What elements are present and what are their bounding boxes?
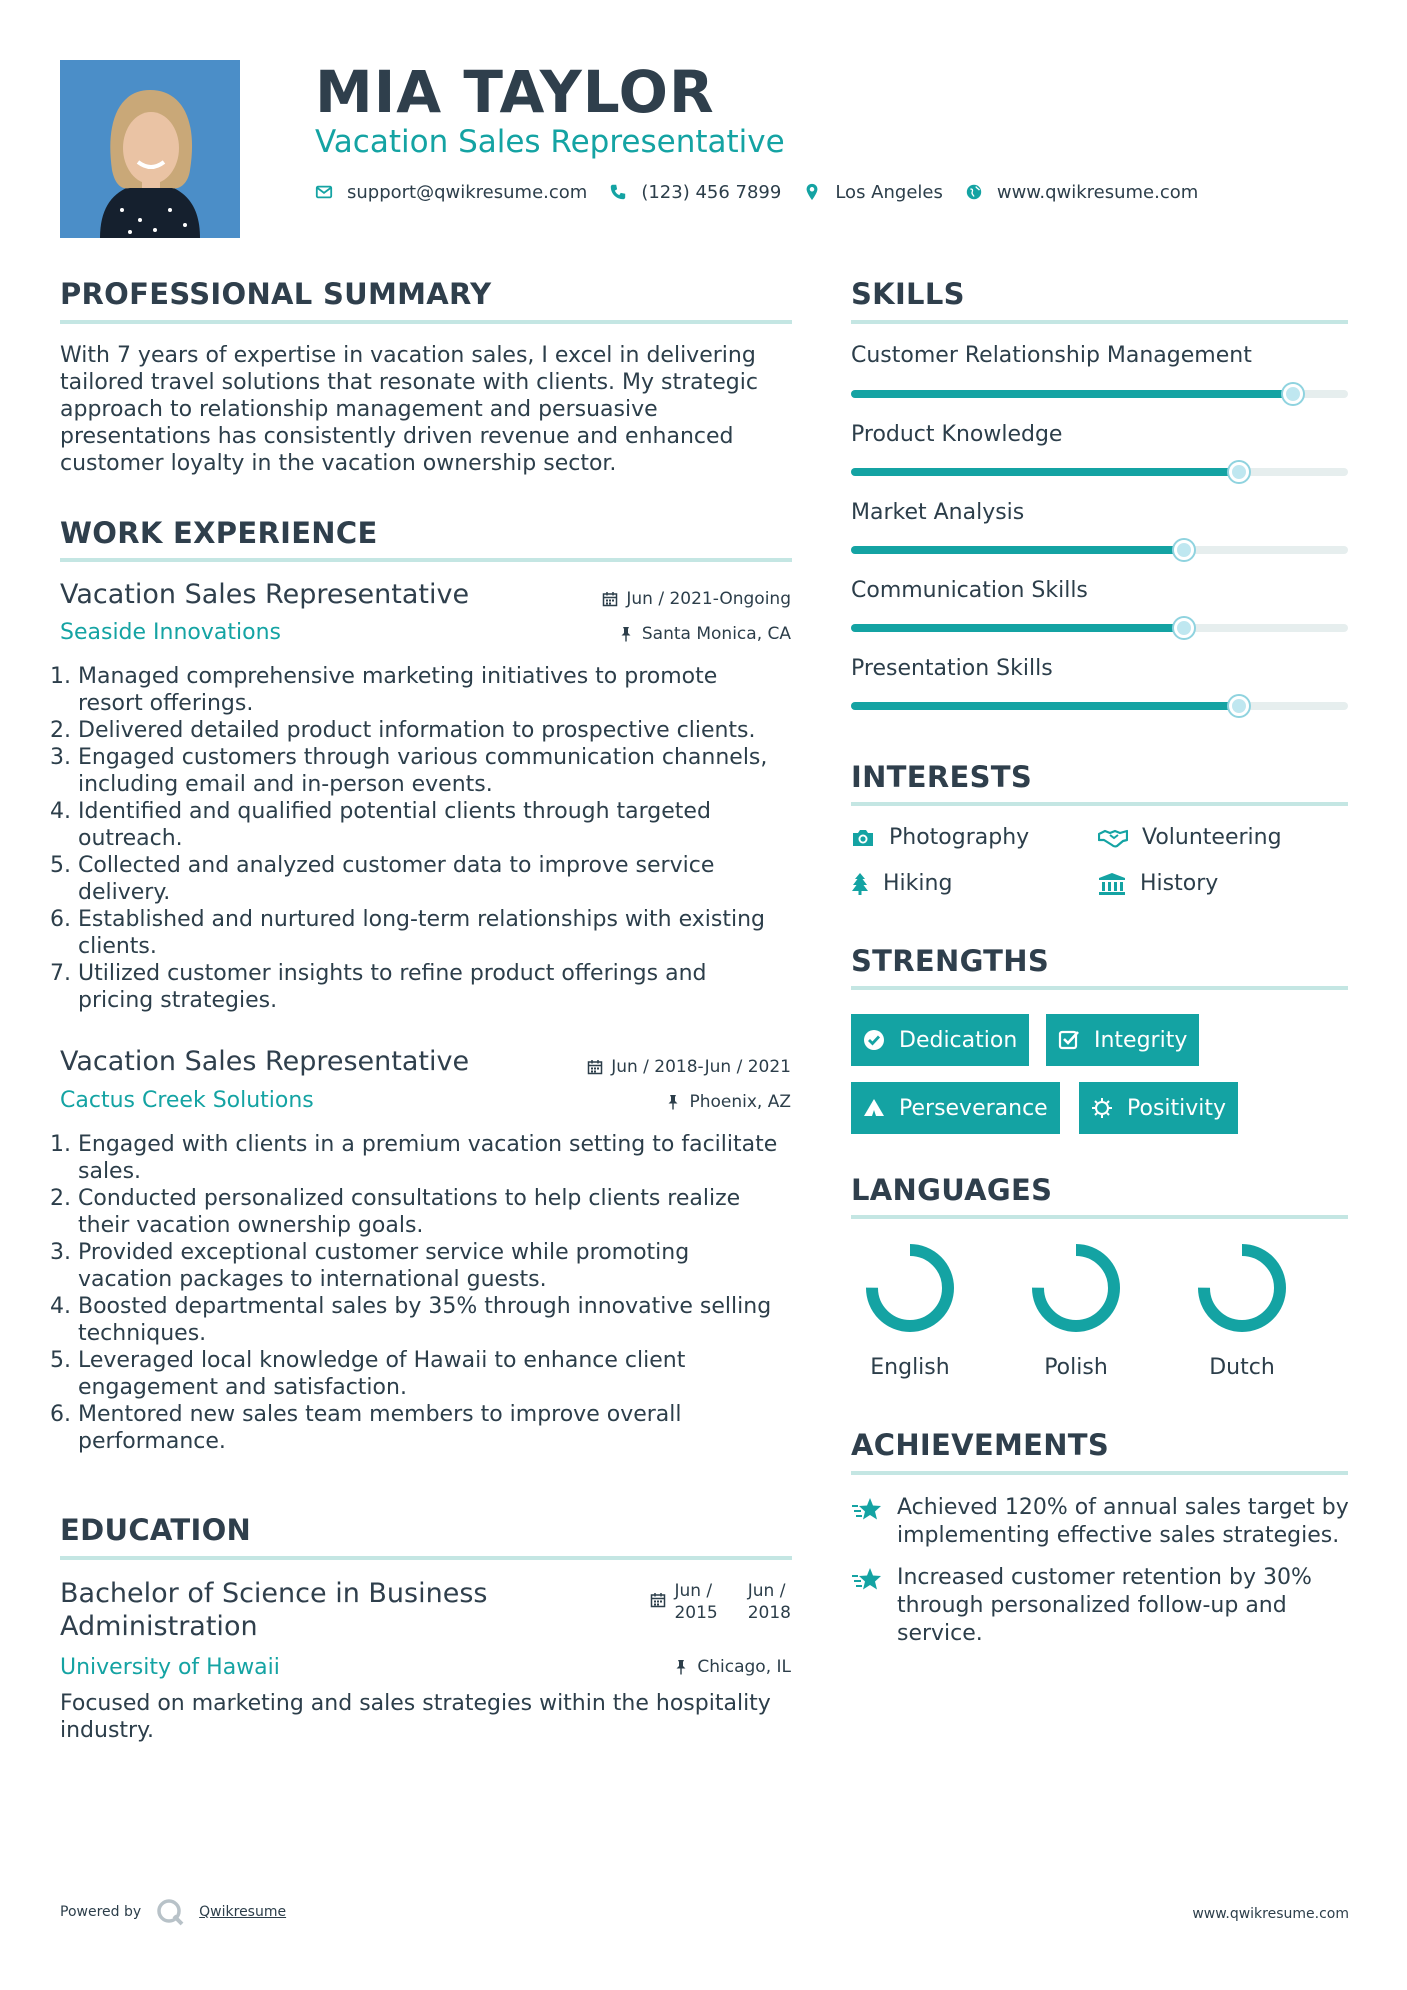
skill-knob bbox=[1229, 696, 1249, 716]
skill-fill bbox=[851, 468, 1239, 476]
skill-name: Customer Relationship Management bbox=[851, 343, 1252, 368]
skill-name: Communication Skills bbox=[851, 578, 1088, 603]
achievements-rule bbox=[851, 1471, 1348, 1475]
degree-line: Bachelor of Science in Business bbox=[60, 1578, 488, 1609]
languages-rule bbox=[851, 1215, 1348, 1219]
language-ring bbox=[862, 1240, 958, 1336]
contact-email[interactable] bbox=[315, 182, 587, 203]
interests-heading: INTERESTS bbox=[851, 760, 1033, 794]
skill-bar bbox=[851, 624, 1348, 632]
check-circle-icon bbox=[863, 1029, 885, 1051]
education-description: Focused on marketing and sales strategies within the hospitality industry. bbox=[60, 1691, 771, 1743]
education-location bbox=[673, 1656, 791, 1678]
candidate-name: MIA TAYLOR bbox=[315, 58, 715, 126]
list-item: 5. Collected and analyzed customer data to improve service delivery. bbox=[50, 853, 715, 905]
list-item: 2. Conducted personalized consultations to help clients realize their vacation ownership goals. bbox=[50, 1186, 741, 1238]
language-polish bbox=[1021, 1240, 1131, 1382]
language-name: Dutch bbox=[1209, 1355, 1275, 1380]
interest-hiking bbox=[851, 870, 952, 898]
list-item: 2. Delivered detailed product information to prospective clients. bbox=[50, 718, 756, 743]
interest-history bbox=[1098, 870, 1218, 898]
list-item: 1. Managed comprehensive marketing initiatives to promote resort offerings. bbox=[50, 664, 718, 716]
summary-line: With 7 years of expertise in vacation sales, I excel in delivering bbox=[60, 343, 756, 368]
profile-photo bbox=[60, 60, 240, 238]
calendar-icon bbox=[602, 591, 618, 607]
interests-rule bbox=[851, 802, 1348, 806]
interest-label: Volunteering bbox=[1142, 825, 1282, 850]
list-item: 6. Established and nurtured long-term relationships with existing clients. bbox=[50, 907, 765, 959]
job-company: Seaside Innovations bbox=[60, 620, 281, 645]
job-company: Cactus Creek Solutions bbox=[60, 1088, 314, 1113]
education-heading: EDUCATION bbox=[60, 1513, 252, 1547]
education-rule bbox=[60, 1556, 792, 1560]
achievement-text: Achieved 120% of annual sales target by implementing effective sales strategies. bbox=[897, 1495, 1349, 1548]
achievement-item bbox=[851, 1494, 1351, 1550]
strength-tag-dedication bbox=[851, 1014, 1029, 1066]
degree-line: Administration bbox=[60, 1611, 258, 1642]
job-dates-text: Jun / 2018-Jun / 2021 bbox=[611, 1057, 791, 1077]
summary-rule bbox=[60, 320, 792, 324]
interest-label: History bbox=[1140, 871, 1219, 896]
summary-line: tailored travel solutions that resonate with clients. My strategic bbox=[60, 370, 758, 395]
interest-photography bbox=[851, 824, 1029, 852]
job-location bbox=[665, 1091, 791, 1113]
contact-email-text: support@qwikresume.com bbox=[347, 181, 588, 203]
language-ring bbox=[1194, 1240, 1290, 1336]
achievement-item bbox=[851, 1564, 1351, 1648]
pushpin-icon bbox=[665, 1094, 681, 1110]
pushpin-icon bbox=[673, 1659, 689, 1675]
skill-bar bbox=[851, 390, 1348, 398]
list-item: 5. Leveraged local knowledge of Hawaii to enhance client engagement and satisfaction. bbox=[50, 1348, 686, 1400]
job-dates bbox=[587, 1056, 791, 1078]
list-item: 7. Utilized customer insights to refine product offerings and pricing strategies. bbox=[50, 961, 707, 1013]
summary-line: approach to relationship management and persuasive bbox=[60, 397, 658, 422]
footer-powered-by bbox=[60, 1897, 286, 1927]
skill-bar bbox=[851, 546, 1348, 554]
summary-heading: PROFESSIONAL SUMMARY bbox=[60, 277, 492, 311]
envelope-icon bbox=[315, 183, 333, 201]
education-end: Jun / 2018 bbox=[747, 1581, 791, 1623]
strengths-rule bbox=[851, 986, 1348, 990]
job-title: Vacation Sales Representative bbox=[60, 579, 470, 610]
list-item: 4. Identified and qualified potential clients through targeted outreach. bbox=[50, 799, 711, 851]
check-square-icon bbox=[1058, 1029, 1080, 1051]
contact-website-text: www.qwikresume.com bbox=[996, 181, 1199, 203]
skill-fill bbox=[851, 390, 1293, 398]
interest-label: Hiking bbox=[883, 871, 953, 896]
contact-bar bbox=[315, 178, 1220, 206]
job-dates bbox=[602, 588, 791, 610]
education-location-text: Chicago, IL bbox=[697, 1657, 791, 1677]
contact-location-text: Los Angeles bbox=[835, 181, 943, 203]
skill-knob bbox=[1174, 618, 1194, 638]
job-dates-text: Jun / 2021-Ongoing bbox=[626, 589, 791, 609]
job-title: Vacation Sales Representative bbox=[60, 1046, 470, 1077]
candidate-title: Vacation Sales Representative bbox=[315, 124, 785, 160]
language-name: English bbox=[870, 1355, 950, 1380]
strength-label: Perseverance bbox=[899, 1095, 1048, 1121]
strength-tag-integrity bbox=[1046, 1014, 1199, 1066]
job-location-text: Santa Monica, CA bbox=[641, 624, 791, 644]
skill-knob bbox=[1283, 384, 1303, 404]
qwikresume-link[interactable]: Qwikresume bbox=[199, 1904, 287, 1920]
sun-icon bbox=[1091, 1097, 1113, 1119]
languages-heading: LANGUAGES bbox=[851, 1173, 1053, 1207]
school-name: University of Hawaii bbox=[60, 1655, 280, 1680]
job-duties bbox=[50, 663, 800, 1014]
globe-icon bbox=[965, 183, 983, 201]
skill-bar bbox=[851, 702, 1348, 710]
skill-fill bbox=[851, 702, 1239, 710]
skills-rule bbox=[851, 320, 1348, 324]
skill-name: Presentation Skills bbox=[851, 656, 1053, 681]
language-ring bbox=[1028, 1240, 1124, 1336]
strength-label: Positivity bbox=[1127, 1095, 1227, 1121]
work-heading: WORK EXPERIENCE bbox=[60, 516, 378, 550]
achievements-heading: ACHIEVEMENTS bbox=[851, 1428, 1110, 1462]
job-duties bbox=[50, 1131, 800, 1455]
summary-line: presentations has consistently driven revenue and enhanced bbox=[60, 424, 734, 449]
skill-bar bbox=[851, 468, 1348, 476]
footer-website[interactable]: www.qwikresume.com bbox=[1192, 1906, 1349, 1922]
skill-knob bbox=[1174, 540, 1194, 560]
skill-fill bbox=[851, 624, 1184, 632]
interest-volunteering bbox=[1098, 824, 1282, 852]
list-item: 6. Mentored new sales team members to improve overall performance. bbox=[50, 1402, 682, 1454]
list-item: 4. Boosted departmental sales by 35% through innovative selling techniques. bbox=[50, 1294, 772, 1346]
pushpin-icon bbox=[618, 626, 634, 642]
education-start: Jun / 2015 bbox=[674, 1581, 718, 1623]
summary-text bbox=[60, 342, 800, 477]
qwikresume-logo-icon bbox=[155, 1897, 185, 1927]
contact-phone-text: (123) 456 7899 bbox=[641, 181, 782, 203]
skill-fill bbox=[851, 546, 1184, 554]
education-dates bbox=[650, 1580, 791, 1624]
list-item: 3. Engaged customers through various communication channels, including email and in-person events. bbox=[50, 745, 768, 797]
phone-icon bbox=[609, 183, 627, 201]
strength-tag-positivity bbox=[1079, 1082, 1238, 1134]
museum-icon bbox=[1098, 872, 1126, 896]
list-item: 3. Provided exceptional customer service while promoting vacation packages to international guests. bbox=[50, 1240, 690, 1292]
map-pin-icon bbox=[803, 183, 821, 201]
work-rule bbox=[60, 558, 792, 562]
skill-name: Product Knowledge bbox=[851, 422, 1063, 447]
calendar-icon bbox=[650, 1592, 666, 1608]
contact-location bbox=[803, 182, 943, 203]
contact-website[interactable] bbox=[965, 182, 1198, 203]
language-name: Polish bbox=[1044, 1355, 1108, 1380]
list-item: 1. Engaged with clients in a premium vacation setting to facilitate sales. bbox=[50, 1132, 778, 1184]
powered-by-text: Powered by bbox=[60, 1904, 142, 1920]
strength-label: Dedication bbox=[899, 1027, 1018, 1053]
calendar-icon bbox=[587, 1059, 603, 1075]
job-location-text: Phoenix, AZ bbox=[689, 1092, 791, 1112]
tree-icon bbox=[851, 872, 869, 896]
language-dutch bbox=[1187, 1240, 1297, 1382]
summary-line: customer loyalty in the vacation ownership sector. bbox=[60, 451, 617, 476]
camera-icon bbox=[851, 826, 875, 850]
skill-knob bbox=[1229, 462, 1249, 482]
interest-label: Photography bbox=[889, 825, 1030, 850]
strength-label: Integrity bbox=[1094, 1027, 1188, 1053]
job-location bbox=[618, 623, 791, 645]
strengths-heading: STRENGTHS bbox=[851, 944, 1050, 978]
achievement-text: Increased customer retention by 30% through personalized follow-up and service. bbox=[897, 1565, 1312, 1646]
skill-name: Market Analysis bbox=[851, 500, 1025, 525]
contact-phone[interactable] bbox=[609, 182, 781, 203]
mountain-icon bbox=[863, 1097, 885, 1119]
language-english bbox=[855, 1240, 965, 1382]
skills-heading: SKILLS bbox=[851, 277, 965, 311]
handshake-icon bbox=[1098, 826, 1128, 850]
degree-title bbox=[60, 1577, 487, 1643]
star-icon bbox=[851, 1566, 883, 1594]
star-icon bbox=[851, 1496, 883, 1524]
strength-tag-perseverance bbox=[851, 1082, 1060, 1134]
